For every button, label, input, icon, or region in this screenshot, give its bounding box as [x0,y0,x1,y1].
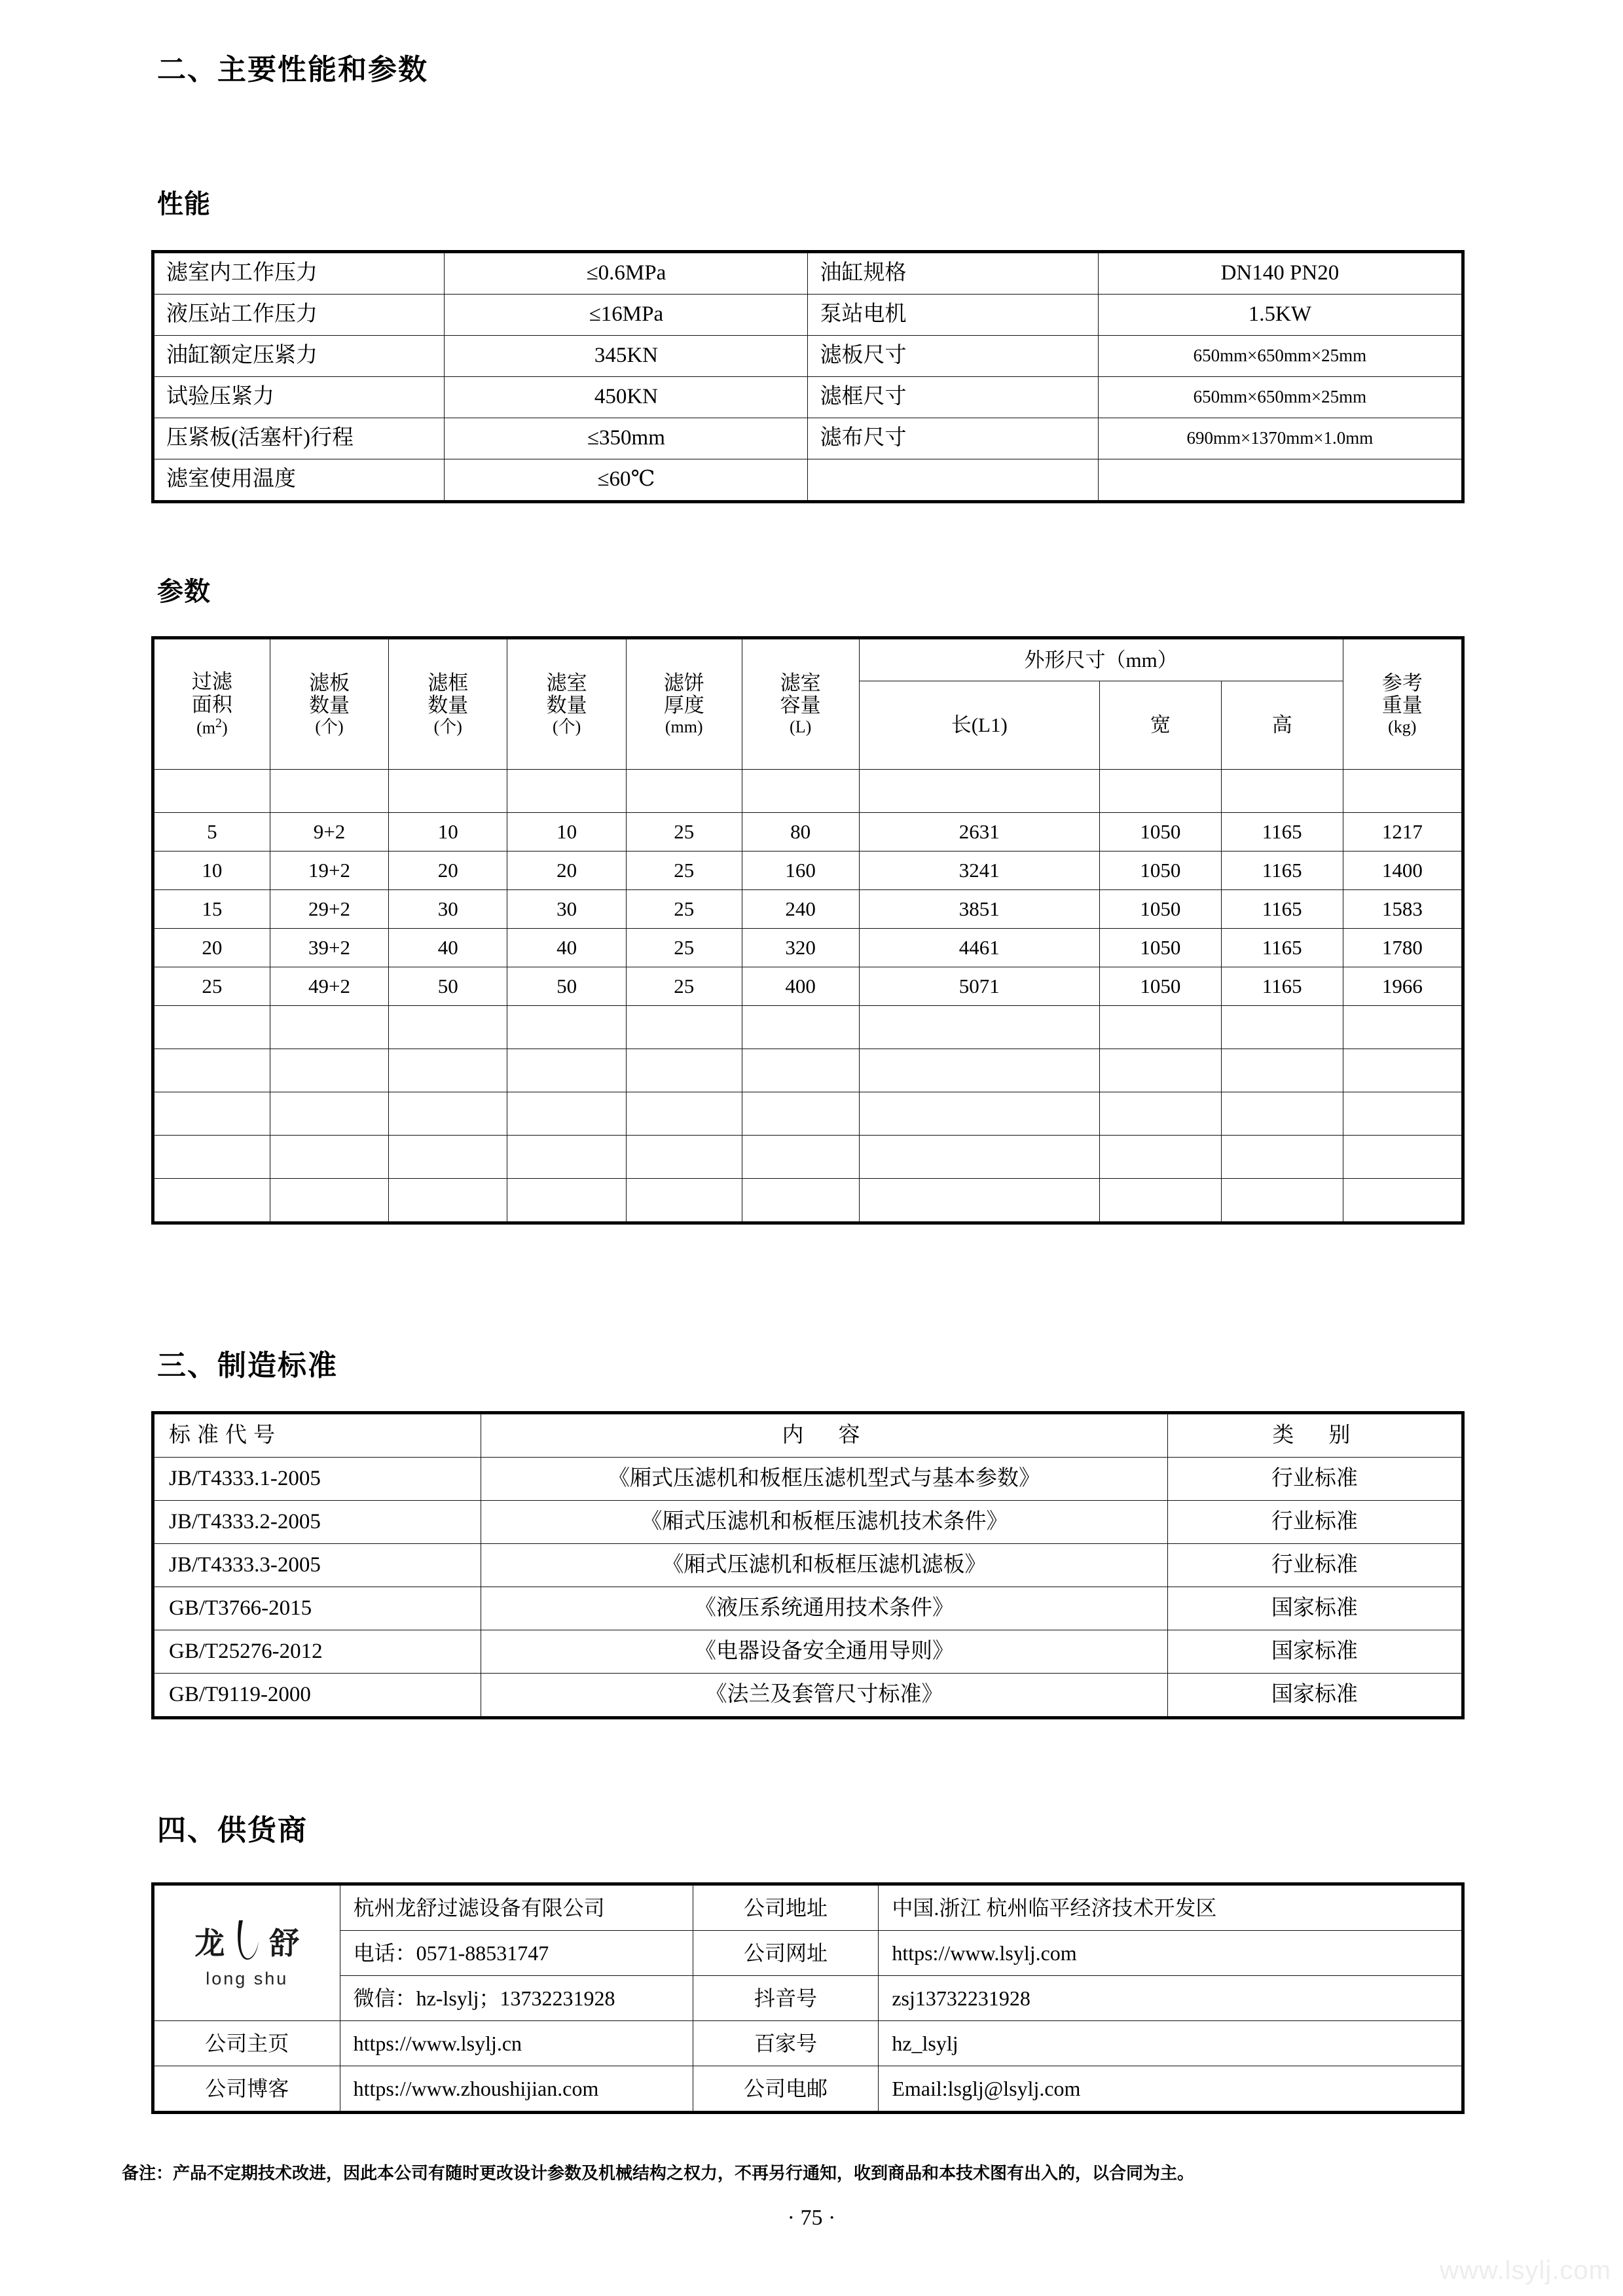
perf-label-empty [808,459,1098,501]
cell-chambers: 40 [507,929,626,967]
col-header-frame-count [389,639,507,770]
cell-standard-code: GB/T25276-2012 [155,1630,481,1674]
cell-height: 1165 [1221,929,1343,967]
blank-cell [1099,1049,1221,1092]
blank-cell [1343,770,1461,813]
cell-plates: 9+2 [270,813,388,852]
blank-cell [1343,1179,1461,1222]
blank-cell [859,1136,1099,1179]
cell-frames: 20 [389,852,507,890]
table-row [155,1630,1462,1674]
cell-length: 5071 [859,967,1099,1006]
blank-cell [626,1136,742,1179]
perf-label: 泵站电机 [808,295,1098,336]
section-heading-2: 二、主要性能和参数 [157,54,428,86]
cell-standard-code: GB/T3766-2015 [155,1587,481,1630]
blank-cell [1221,770,1343,813]
blank-cell [507,1179,626,1222]
table-row [155,336,1462,377]
cell-chambers: 30 [507,890,626,929]
blank-cell [859,1049,1099,1092]
section-heading-3: 三、制造标准 [157,1350,338,1382]
table-row [155,2021,1462,2066]
cell-width: 1050 [1099,813,1221,852]
blank-cell [1343,1092,1461,1136]
col-header-text: 过滤 面积 [191,670,232,716]
website-value[interactable]: https://www.lsylj.com [879,1931,1462,1976]
blank-cell [389,1179,507,1222]
col-header-text: 滤室 数量 [546,671,587,717]
blank-cell [389,770,507,813]
blog-label: 公司博客 [155,2066,340,2111]
blank-cell [507,1136,626,1179]
address-value: 中国.浙江 杭州临平经济技术开发区 [879,1886,1462,1931]
cell-length: 2631 [859,813,1099,852]
cell-area: 20 [155,929,270,967]
col-header-unit: (个) [433,717,462,737]
blank-cell [507,1006,626,1049]
cell-cake: 25 [626,813,742,852]
col-header-unit: $(m^2)$ [196,716,228,738]
col-header-text: 滤室 容量 [780,671,821,717]
col-header-filter-area [155,639,270,770]
col-header-category: 类 别 [1167,1414,1461,1458]
table-row [155,852,1462,890]
brushstroke-icon [228,1919,265,1967]
footer-remark: 备注：产品不定期技术改进，因此本公司有随时更改设计参数及机械结构之权力，不再另行通知，收到商品和本技术图有出入的，以合同为主。 [122,2163,1195,2183]
cell-standard-category: 行业标准 [1167,1501,1461,1544]
perf-value: ≤16MPa [445,295,808,336]
perf-value: 1.5KW [1098,295,1461,336]
table-row [155,1544,1462,1587]
homepage-value[interactable]: https://www.lsylj.cn [340,2021,693,2066]
cell-standard-code: JB/T4333.1-2005 [155,1458,481,1501]
col-header-plate-count [270,639,388,770]
cell-cake: 25 [626,890,742,929]
cell-standard-content: 《电器设备安全通用导则》 [481,1630,1167,1674]
cell-area: 5 [155,813,270,852]
table-row-blank [155,1136,1462,1179]
email-value[interactable]: Email:lsglj@lsylj.com [879,2066,1462,2111]
cell-height: 1165 [1221,890,1343,929]
perf-label: 试验压紧力 [155,377,445,418]
cell-volume: 320 [742,929,859,967]
blank-cell [1099,1006,1221,1049]
cell-plates: 29+2 [270,890,388,929]
cell-volume: 160 [742,852,859,890]
blank-cell [507,770,626,813]
douyin-label: 抖音号 [693,1976,879,2021]
table-header-row [155,1414,1462,1458]
baijia-label: 百家号 [693,2021,879,2066]
company-name: 杭州龙舒过滤设备有限公司 [340,1886,693,1931]
blank-cell [389,1136,507,1179]
blank-cell [389,1092,507,1136]
logo-wrap [155,1919,340,1988]
perf-value: ≤0.6MPa [445,253,808,295]
blank-cell [1221,1049,1343,1092]
perf-label: 油缸规格 [808,253,1098,295]
blank-cell [742,770,859,813]
blank-cell [389,1006,507,1049]
cell-standard-code: JB/T4333.3-2005 [155,1544,481,1587]
blank-cell [1343,1006,1461,1049]
cell-plates: 19+2 [270,852,388,890]
blank-cell [1221,1179,1343,1222]
subheading-parameters: 参数 [157,577,211,606]
table-row-blank [155,1092,1462,1136]
col-header-standard-code: 标准代号 [155,1414,481,1458]
cell-standard-code: GB/T9119-2000 [155,1674,481,1717]
parameters-table [154,639,1462,1222]
perf-value-empty [1098,459,1461,501]
cell-length: 4461 [859,929,1099,967]
col-header-unit: (个) [315,717,344,737]
logo-pinyin: long shu [206,1968,289,1988]
cell-area: 25 [155,967,270,1006]
col-header-unit: (个) [552,717,581,737]
table-row [155,813,1462,852]
logo-char-shu: 舒 [269,1926,300,1960]
blank-cell [859,1179,1099,1222]
blank-cell [859,1092,1099,1136]
homepage-label: 公司主页 [155,2021,340,2066]
blank-cell [626,1092,742,1136]
table-row [155,1587,1462,1630]
col-header-unit: (mm) [665,717,703,737]
blank-cell [155,1049,270,1092]
col-header-ref-weight [1343,639,1461,770]
performance-table [154,253,1462,501]
blank-cell [1099,770,1221,813]
table-row [155,1931,1462,1976]
cell-standard-category: 国家标准 [1167,1587,1461,1630]
blank-cell [155,1179,270,1222]
blank-cell [742,1092,859,1136]
cell-width: 1050 [1099,929,1221,967]
cell-chambers: 50 [507,967,626,1006]
table-row [155,1501,1462,1544]
cell-weight: 1780 [1343,929,1461,967]
cell-width: 1050 [1099,967,1221,1006]
section-heading-4: 四、供货商 [157,1814,308,1846]
company-wechat: 微信：hz-lsylj；13732231928 [340,1976,693,2021]
cell-chambers: 10 [507,813,626,852]
cell-standard-category: 行业标准 [1167,1544,1461,1587]
table-row [155,967,1462,1006]
website-label: 公司网址 [693,1931,879,1976]
cell-standard-category: 国家标准 [1167,1630,1461,1674]
table-row [155,1886,1462,1931]
cell-frames: 40 [389,929,507,967]
blank-cell [155,770,270,813]
table-row [155,929,1462,967]
company-phone: 电话：0571-88531747 [340,1931,693,1976]
col-header-text: 滤板 数量 [308,671,350,717]
blank-cell [155,1092,270,1136]
cell-weight: 1966 [1343,967,1461,1006]
cell-plates: 39+2 [270,929,388,967]
perf-value: 450KN [445,377,808,418]
cell-frames: 50 [389,967,507,1006]
blank-cell [270,1006,388,1049]
douyin-value: zsj13732231928 [879,1976,1462,2021]
blank-cell [155,1136,270,1179]
cell-standard-category: 行业标准 [1167,1458,1461,1501]
perf-label: 液压站工作压力 [155,295,445,336]
table-row [155,253,1462,295]
blank-cell [1099,1092,1221,1136]
perf-label: 滤室内工作压力 [155,253,445,295]
blank-cell [1221,1006,1343,1049]
logo-glyphs [194,1919,299,1967]
col-header-overall-dimensions: 外形尺寸（mm） [859,639,1343,681]
col-header-chamber-count [507,639,626,770]
cell-standard-content: 《厢式压滤机和板框压滤机滤板》 [481,1544,1167,1587]
cell-frames: 30 [389,890,507,929]
table-header-row [155,639,1462,681]
blank-cell [859,770,1099,813]
cell-weight: 1583 [1343,890,1461,929]
cell-frames: 10 [389,813,507,852]
table-row-blank [155,1006,1462,1049]
logo-char-long: 龙 [194,1926,225,1960]
col-header-unit: (L) [790,717,812,737]
blank-cell [626,1006,742,1049]
table-row [155,1976,1462,2021]
perf-value: 690mm×1370mm×1.0mm [1098,418,1461,459]
baijia-value: hz_lsylj [879,2021,1462,2066]
perf-value: 345KN [445,336,808,377]
email-label: 公司电邮 [693,2066,879,2111]
blank-cell [742,1049,859,1092]
perf-label: 滤布尺寸 [808,418,1098,459]
cell-weight: 1400 [1343,852,1461,890]
cell-chambers: 20 [507,852,626,890]
table-row [155,890,1462,929]
blank-cell [270,1179,388,1222]
table-row-blank [155,770,1462,813]
cell-height: 1165 [1221,852,1343,890]
perf-value: ≤60℃ [445,459,808,501]
company-logo [155,1886,340,2021]
table-row [155,2066,1462,2111]
cell-cake: 25 [626,852,742,890]
cell-standard-code: JB/T4333.2-2005 [155,1501,481,1544]
blank-cell [742,1179,859,1222]
col-header-text: 滤框 数量 [428,671,469,717]
cell-volume: 80 [742,813,859,852]
col-header-length: 长(L1) [859,681,1099,769]
blank-cell [1221,1092,1343,1136]
blank-cell [1343,1049,1461,1092]
table-row-blank [155,1179,1462,1222]
table-row [155,377,1462,418]
cell-cake: 25 [626,929,742,967]
blank-cell [1343,1136,1461,1179]
cell-width: 1050 [1099,890,1221,929]
table-row [155,459,1462,501]
blank-cell [270,770,388,813]
cell-cake: 25 [626,967,742,1006]
cell-height: 1165 [1221,813,1343,852]
blank-cell [742,1136,859,1179]
blank-cell [389,1049,507,1092]
supplier-table [154,1885,1462,2111]
perf-value: DN140 PN20 [1098,253,1461,295]
table-row [155,295,1462,336]
perf-value: 650mm×650mm×25mm [1098,377,1461,418]
blank-cell [1099,1179,1221,1222]
cell-length: 3241 [859,852,1099,890]
col-header-unit: (kg) [1388,717,1417,737]
cell-standard-content: 《厢式压滤机和板框压滤机型式与基本参数》 [481,1458,1167,1501]
col-header-width: 宽 [1099,681,1221,769]
perf-value: 650mm×650mm×25mm [1098,336,1461,377]
blank-cell [626,770,742,813]
perf-label: 滤板尺寸 [808,336,1098,377]
blank-cell [859,1006,1099,1049]
blank-cell [626,1049,742,1092]
cell-volume: 240 [742,890,859,929]
blank-cell [742,1006,859,1049]
cell-length: 3851 [859,890,1099,929]
blank-cell [626,1179,742,1222]
cell-volume: 400 [742,967,859,1006]
subheading-performance: 性能 [157,190,211,219]
cell-standard-category: 国家标准 [1167,1674,1461,1717]
blank-cell [1221,1136,1343,1179]
cell-weight: 1217 [1343,813,1461,852]
blank-cell [507,1092,626,1136]
watermark: www.lsylj.com [1440,2256,1611,2285]
cell-standard-content: 《法兰及套管尺寸标准》 [481,1674,1167,1717]
cell-area: 10 [155,852,270,890]
perf-label: 滤室使用温度 [155,459,445,501]
perf-label: 滤框尺寸 [808,377,1098,418]
standards-table [154,1414,1462,1717]
col-header-text: 滤饼 厚度 [663,671,704,717]
cell-area: 15 [155,890,270,929]
page-number: · 75 · [787,2206,836,2230]
cell-plates: 49+2 [270,967,388,1006]
perf-label: 压紧板(活塞杆)行程 [155,418,445,459]
cell-standard-content: 《液压系统通用技术条件》 [481,1587,1167,1630]
address-label: 公司地址 [693,1886,879,1931]
blank-cell [270,1049,388,1092]
table-row [155,418,1462,459]
perf-label: 油缸额定压紧力 [155,336,445,377]
blog-value[interactable]: https://www.zhoushijian.com [340,2066,693,2111]
col-header-cake-thickness [626,639,742,770]
col-header-chamber-volume [742,639,859,770]
col-header-content: 内 容 [481,1414,1167,1458]
col-header-text: 参考 重量 [1381,671,1423,717]
blank-cell [270,1136,388,1179]
perf-value: ≤350mm [445,418,808,459]
blank-cell [270,1092,388,1136]
blank-cell [1099,1136,1221,1179]
table-row [155,1674,1462,1717]
table-row-blank [155,1049,1462,1092]
cell-height: 1165 [1221,967,1343,1006]
table-row [155,1458,1462,1501]
blank-cell [155,1006,270,1049]
blank-cell [507,1049,626,1092]
col-header-height: 高 [1221,681,1343,769]
cell-standard-content: 《厢式压滤机和板框压滤机技术条件》 [481,1501,1167,1544]
cell-width: 1050 [1099,852,1221,890]
